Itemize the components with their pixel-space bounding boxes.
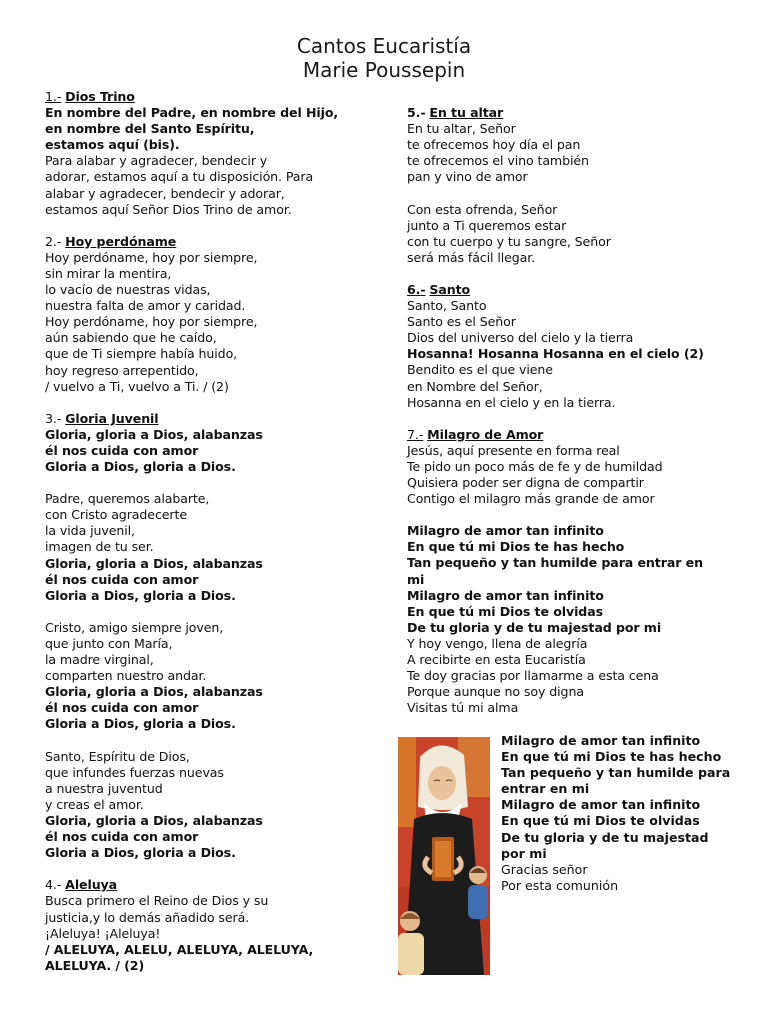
lyric-line: Te pido un poco más de fe y de humildad <box>407 458 663 474</box>
song-7-final-chorus <box>501 733 731 894</box>
song-heading <box>45 411 365 427</box>
lyric-line: que junto con María, <box>45 636 173 651</box>
lyric-line: estamos aquí (bis). <box>45 137 180 153</box>
lyric-line: Jesús, aquí presente en forma real <box>407 442 620 458</box>
lyric-line: Milagro de amor tan infinito <box>407 587 604 603</box>
lyric-line: Dios del universo del cielo y la tierra <box>407 330 634 346</box>
song-number: 4.- <box>45 877 62 893</box>
right-column <box>407 105 725 716</box>
lyric-line: junto a Ti queremos estar <box>407 217 567 233</box>
lyric-line: justicia,y lo demás añadido será. <box>45 909 250 925</box>
song-lines <box>45 250 365 395</box>
song-1 <box>45 89 365 218</box>
song-title: Milagro de Amor <box>427 426 544 442</box>
lyric-line: Con esta ofrenda, Señor <box>407 201 558 217</box>
lyric-line: Gloria a Dios, gloria a Dios. <box>45 716 236 732</box>
song-title: Hoy perdóname <box>65 233 177 249</box>
stanza-gap <box>45 475 365 491</box>
lyric-line: Gloria, gloria a Dios, alabanzas <box>45 426 263 442</box>
lyric-line: Santo, Espíritu de Dios, <box>45 748 190 764</box>
lyric-line: Contigo el milagro más grande de amor <box>407 491 655 507</box>
song-number: 5.- <box>407 105 426 120</box>
lyric-line: Gloria, gloria a Dios, alabanzas <box>45 555 263 571</box>
lyric-line: Gloria a Dios, gloria a Dios. <box>45 845 236 861</box>
lyric-line: mi <box>407 571 425 587</box>
lyric-line: comparten nuestro andar. <box>45 668 207 684</box>
song-lines <box>407 121 725 266</box>
lyric-line: Gracias señor <box>501 861 588 877</box>
lyric-line: Hoy perdóname, hoy por siempre, <box>45 249 258 265</box>
lyric-line: A recibirte en esta Eucaristía <box>407 652 586 667</box>
lyric-line: Te doy gracias por llamarme a esta cena <box>407 668 659 684</box>
lyric-line: Gloria a Dios, gloria a Dios. <box>45 458 236 474</box>
lyric-line: Bendito es el que viene <box>407 362 553 378</box>
lyric-line: Busca primero el Reino de Dios y su <box>45 893 269 909</box>
lyric-line: ALELUYA. / (2) <box>45 957 145 973</box>
lyric-line: / ALELUYA, ALELU, ALELUYA, ALELUYA, <box>45 941 314 957</box>
lyric-line: En que tú mi Dios te has hecho <box>501 749 722 765</box>
lyric-line: Para alabar y agradecer, bendecir y <box>45 153 268 169</box>
nun-with-book-and-children-painting-icon <box>398 737 490 975</box>
song-heading <box>407 282 725 298</box>
song-number: 6.- <box>407 281 426 297</box>
lyric-line: en nombre del Santo Espíritu, <box>45 121 255 137</box>
lyric-line: nuestra falta de amor y caridad. <box>45 298 246 314</box>
lyric-line: y creas el amor. <box>45 796 144 812</box>
lyric-line: De tu gloria y de tu majestad por mi <box>501 829 709 861</box>
lyric-line: adorar, estamos aquí a tu disposición. Para <box>45 169 314 185</box>
lyric-line: imagen de tu ser. <box>45 539 154 555</box>
lyric-line: Milagro de amor tan infinito <box>407 523 604 539</box>
song-heading <box>407 105 725 121</box>
song-lines <box>407 298 725 411</box>
stanza-gap <box>45 733 365 749</box>
song-lines <box>45 105 365 218</box>
song-heading <box>45 234 365 250</box>
song-number: 7.- <box>407 426 424 442</box>
lyric-line: En que tú mi Dios te olvidas <box>501 813 700 829</box>
lyric-line: él nos cuida con amor <box>45 442 199 458</box>
lyric-line: estamos aquí Señor Dios Trino de amor. <box>45 201 292 217</box>
lyric-line: alabar y agradecer, bendecir y adorar, <box>45 185 285 201</box>
lyric-line: te ofrecemos el vino también <box>407 153 589 169</box>
page-title <box>0 34 768 82</box>
lyric-line: Gloria a Dios, gloria a Dios. <box>45 587 236 603</box>
lyric-line: Quisiera poder ser digna de compartir <box>407 474 644 490</box>
song-lines <box>407 443 725 717</box>
lyric-line: la madre virginal, <box>45 652 154 668</box>
song-7 <box>407 427 725 717</box>
lyric-line: / vuelvo a Ti, vuelvo a Ti. / (2) <box>45 378 229 394</box>
lyric-line: Cristo, amigo siempre joven, <box>45 619 224 635</box>
lyric-line: pan y vino de amor <box>407 169 528 185</box>
lyric-line: él nos cuida con amor <box>45 571 199 587</box>
title-line-2: Marie Poussepin <box>302 58 466 82</box>
lyric-line: en Nombre del Señor, <box>407 378 543 394</box>
song-heading <box>407 427 725 443</box>
lyric-line: Tan pequeño y tan humilde para entrar en <box>407 555 703 571</box>
song-6 <box>407 282 725 411</box>
lyric-line: Milagro de amor tan infinito <box>501 733 701 748</box>
song-number: 2.- <box>45 233 62 249</box>
lyric-line: él nos cuida con amor <box>45 700 199 716</box>
lyric-line: él nos cuida con amor <box>45 829 199 845</box>
song-lines <box>45 427 365 862</box>
song-4 <box>45 877 365 974</box>
lyric-line: Hosanna! Hosanna Hosanna en el cielo (2) <box>407 346 704 362</box>
lyric-line: Padre, queremos alabarte, <box>45 491 210 507</box>
song-number: 1.- <box>45 89 62 104</box>
lyric-line: Santo, Santo <box>407 298 487 314</box>
lyric-line: Hoy perdóname, hoy por siempre, <box>45 314 258 330</box>
left-column <box>45 89 365 974</box>
song-3 <box>45 411 365 862</box>
song-title: Dios Trino <box>65 89 135 104</box>
song-title: Gloria Juvenil <box>65 410 159 426</box>
song-lines <box>45 893 365 973</box>
title-line-1: Cantos Eucaristía <box>296 34 472 58</box>
lyric-line: será más fácil llegar. <box>407 249 536 265</box>
song-heading <box>45 89 365 105</box>
lyric-line: Y hoy vengo, llena de alegría <box>407 635 588 651</box>
lyric-line: te ofrecemos hoy día el pan <box>407 137 581 153</box>
song-title: En tu altar <box>429 105 504 120</box>
lyric-line: lo vacío de nuestras vidas, <box>45 282 211 298</box>
lyric-line: En que tú mi Dios te has hecho <box>407 539 625 555</box>
song-number: 3.- <box>45 410 62 426</box>
lyric-line: hoy regreso arrepentido, <box>45 362 199 378</box>
lyric-line: la vida juvenil, <box>45 523 135 539</box>
lyric-line: De tu gloria y de tu majestad por mi <box>407 619 662 635</box>
lyric-line: Visitas tú mi alma <box>407 700 519 716</box>
song-title: Aleluya <box>65 877 118 893</box>
song-5 <box>407 105 725 266</box>
song-2 <box>45 234 365 395</box>
lyric-line: En nombre del Padre, en nombre del Hijo, <box>45 105 339 121</box>
lyric-line: En tu altar, Señor <box>407 121 516 137</box>
stanza-gap <box>407 507 725 523</box>
lyric-line: a nuestra juventud <box>45 780 163 796</box>
lyric-line: Milagro de amor tan infinito <box>501 797 701 813</box>
stanza-gap <box>45 604 365 620</box>
lyric-line: que infundes fuerzas nuevas <box>45 764 224 780</box>
lyric-line: Porque aunque no soy digna <box>407 684 584 700</box>
lyric-line: Gloria, gloria a Dios, alabanzas <box>45 813 263 829</box>
lyric-line: con tu cuerpo y tu sangre, Señor <box>407 233 611 249</box>
lyric-line: ¡Aleluya! ¡Aleluya! <box>45 925 161 941</box>
stanza-gap <box>407 185 725 201</box>
song-heading <box>45 877 365 893</box>
lyric-line: Tan pequeño y tan humilde para entrar en mi <box>501 765 731 797</box>
lyric-line: aún sabiendo que he caído, <box>45 330 217 346</box>
lyric-line: Por esta comunión <box>501 877 619 893</box>
lyric-line: En que tú mi Dios te olvidas <box>407 603 604 619</box>
lyric-line: con Cristo agradecerte <box>45 507 187 523</box>
lyric-line: sin mirar la mentira, <box>45 265 172 281</box>
lyric-line: Santo es el Señor <box>407 314 516 330</box>
lyric-line: Gloria, gloria a Dios, alabanzas <box>45 684 263 700</box>
song-title: Santo <box>429 281 471 297</box>
lyric-line: Hosanna en el cielo y en la tierra. <box>407 394 616 410</box>
lyric-line: que de Ti siempre había huido, <box>45 346 238 362</box>
